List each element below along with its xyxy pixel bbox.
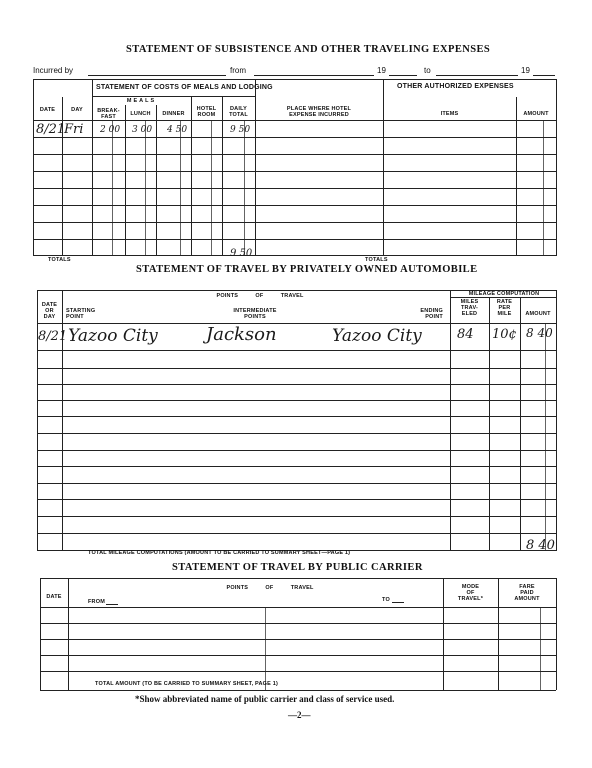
to-year-field[interactable]	[533, 75, 555, 76]
col-day: DAY	[71, 107, 83, 113]
carrier-to-field[interactable]	[392, 602, 404, 603]
carrier-col-date: DATE	[46, 594, 62, 600]
carrier-from-field[interactable]	[106, 604, 118, 605]
auto-total-value: 8 40	[526, 538, 555, 553]
col-place: PLACE WHERE HOTEL EXPENSE INCURRED	[286, 106, 352, 118]
carrier-to-label: TO	[382, 597, 390, 603]
incurred-by-label: Incurred by	[33, 66, 74, 75]
auto-row1-amount: 8 40	[526, 326, 553, 340]
carrier-from-label: FROM	[88, 599, 105, 605]
col-hotel-room: HOTEL ROOM	[196, 106, 217, 118]
col-daily-total: DAILY TOTAL	[229, 106, 248, 118]
auto-col-start: STARTING POINT	[66, 308, 96, 320]
carrier-total-label: TOTAL AMOUNT (TO BE CARRIED TO SUMMARY SHEET, PAGE 1)	[95, 681, 279, 687]
auto-row1-end: Yazoo City	[332, 326, 422, 346]
mileage-computation-header: MILEAGE COMPUTATION	[468, 291, 540, 297]
auto-points-label: POINTS OF TRAVEL	[216, 293, 304, 299]
other-expenses-header: OTHER AUTHORIZED EXPENSES	[397, 83, 514, 90]
auto-col-end: ENDING POINT	[420, 308, 443, 320]
meals-group-label: MEALS	[126, 98, 157, 104]
col-breakfast: BREAK- FAST	[97, 108, 120, 120]
from-label: from	[230, 66, 246, 75]
auto-col-amount: AMOUNT	[525, 311, 551, 317]
auto-col-miles: MILES TRAV- ELED	[460, 299, 479, 317]
carrier-section-title: STATEMENT OF TRAVEL BY PUBLIC CARRIER	[172, 562, 423, 573]
auto-section-title: STATEMENT OF TRAVEL BY PRIVATELY OWNED AUTOMOBILE	[136, 264, 478, 275]
carrier-points-label: POINTS OF TRAVEL	[226, 585, 314, 591]
col-dinner: DINNER	[162, 111, 185, 117]
meals-total-value: 9 50	[230, 248, 253, 259]
auto-col-intermediate: INTERMEDIATE POINTS	[233, 308, 277, 320]
col-lunch: LUNCH	[130, 111, 151, 117]
col-amount: AMOUNT	[523, 111, 549, 117]
to-date-field[interactable]	[436, 75, 518, 76]
auto-row1-miles: 84	[457, 327, 474, 342]
col-items: ITEMS	[440, 111, 459, 117]
meals-row1-daily-total: 9 50	[230, 125, 251, 135]
page-title: STATEMENT OF SUBSISTENCE AND OTHER TRAVELING EXPENSES	[126, 44, 491, 55]
meals-row1-day: Fri	[64, 122, 84, 137]
carrier-col-mode: MODE OF TRAVEL*	[457, 584, 484, 602]
auto-total-label: TOTAL MILEAGE COMPUTATIONS (AMOUNT TO BE CARRIED TO SUMMARY SHEET—PAGE 1)	[88, 550, 351, 556]
meals-row1-dinner: 4 50	[167, 125, 188, 135]
auto-col-date: DATE OR DAY	[41, 302, 58, 320]
meals-section-header: STATEMENT OF COSTS OF MEALS AND LODGING	[96, 84, 273, 91]
other-totals-label: TOTALS	[365, 257, 388, 263]
year-label-1: 19	[377, 66, 386, 75]
meals-totals-label: TOTALS	[48, 257, 71, 263]
auto-row1-intermediate: Jackson	[206, 324, 277, 345]
meals-row1-lunch: 3 00	[132, 125, 153, 135]
to-label: to	[424, 66, 431, 75]
footer-note: *Show abbreviated name of public carrier and class of service used.	[135, 694, 395, 704]
auto-col-rate: RATE PER MILE	[496, 299, 513, 317]
incurred-by-field[interactable]	[88, 75, 226, 76]
page-number: —2—	[288, 710, 311, 720]
from-year-field[interactable]	[389, 75, 417, 76]
meals-row1-breakfast: 2 00	[100, 125, 121, 135]
auto-row1-start: Yazoo City	[68, 326, 158, 346]
carrier-col-fare: FARE PAID AMOUNT	[514, 584, 540, 602]
auto-row1-rate: 10¢	[492, 327, 517, 342]
year-label-2: 19	[521, 66, 530, 75]
col-date: DATE	[39, 107, 56, 113]
from-date-field[interactable]	[254, 75, 374, 76]
meals-row1-date: 8/21	[36, 122, 66, 137]
auto-row1-date: 8/21	[38, 329, 68, 344]
